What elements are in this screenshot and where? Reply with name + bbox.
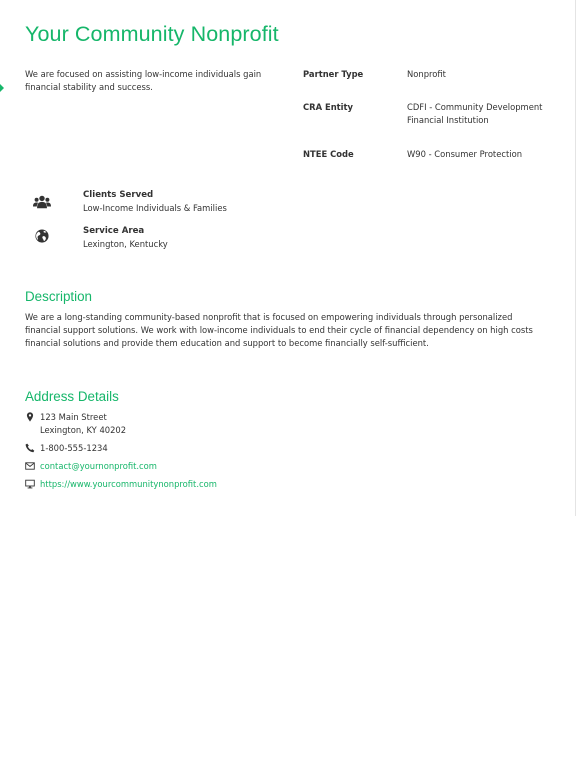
stat-value: Low-Income Individuals & Families — [83, 203, 227, 213]
fact-value: W90 - Consumer Protection — [407, 149, 523, 159]
globe-icon — [35, 229, 49, 243]
intro-text: We are focused on assisting low-income individuals gain financial stability and success. — [25, 69, 262, 93]
description-heading: Description — [25, 289, 92, 304]
users-icon — [33, 193, 51, 211]
phone-icon — [25, 443, 35, 453]
fact-label: Partner Type — [303, 69, 364, 79]
address-street: 123 Main Street — [40, 412, 107, 422]
website-link[interactable]: https://www.yourcommunitynonprofit.com — [40, 479, 217, 489]
fact-value: Nonprofit — [407, 69, 446, 79]
description-text: We are a long-standing community-based nonprofit that is focused on empowering individuals through personalized financial support solutions. We work with low-income individuals to end their cycle of financial dependency on high costs financial solutions and provide them education and support to become financially self-sufficient. — [25, 312, 533, 349]
fact-label: CRA Entity — [303, 102, 354, 112]
envelope-icon — [25, 461, 35, 471]
stat-value: Lexington, Kentucky — [83, 239, 168, 249]
address-city: Lexington, KY 40202 — [40, 425, 127, 435]
side-marker — [0, 84, 4, 92]
stat-title: Service Area — [83, 226, 145, 236]
stat-clients-served — [33, 190, 293, 223]
map-pin-icon — [25, 412, 35, 422]
fact-label: NTEE Code — [303, 149, 354, 159]
address-heading: Address Details — [25, 389, 119, 404]
fact-value: CDFI - Community Development Financial Institution — [407, 102, 543, 126]
stat-service-area — [33, 226, 293, 259]
stat-title: Clients Served — [83, 190, 154, 200]
email-link[interactable]: contact@yournonprofit.com — [40, 461, 157, 471]
page-title: Your Community Nonprofit — [25, 22, 279, 46]
monitor-icon — [25, 479, 35, 489]
address-phone: 1-800-555-1234 — [40, 443, 108, 453]
